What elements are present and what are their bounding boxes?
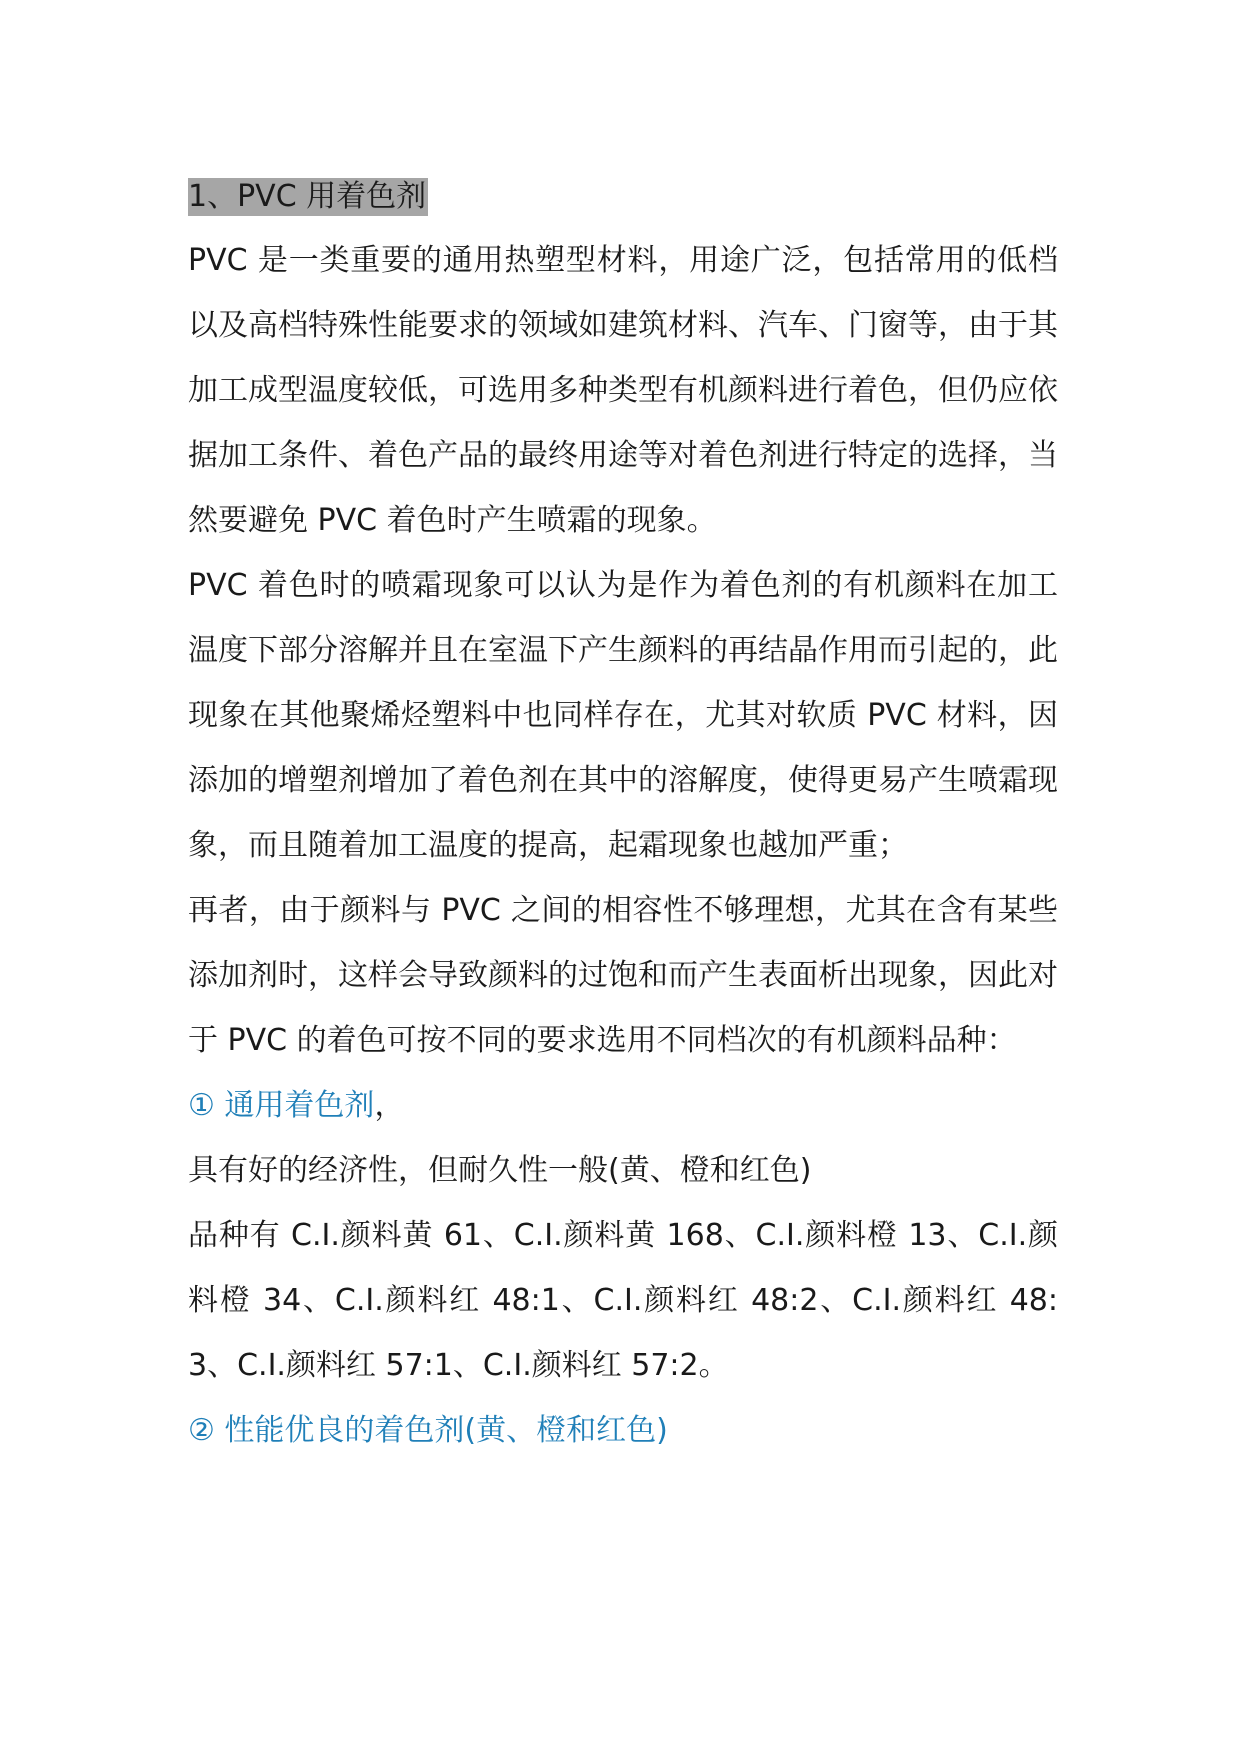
list-item-high-performance-colorant	[188, 1398, 1058, 1463]
document-body	[188, 166, 1058, 1463]
item2-marker: ② 性能优良的着色剂(黄、橙和红色)	[188, 1413, 668, 1448]
paragraph-bloom: PVC 着色时的喷霜现象可以认为是作为着色剂的有机颜料在加工温度下部分溶解并且在室温下产生颜料的再结晶作用而引起的，此现象在其他聚烯烃塑料中也同样存在，尤其对软质 PVC 材料，因添加的增塑剂增加了着色剂在其中的溶解度，使得更易产生喷霜现象，而且随着加工温度的提高，起霜现象也越加严重；	[188, 568, 1058, 863]
paragraph-intro: PVC 是一类重要的通用热塑型材料，用途广泛，包括常用的低档以及高档特殊性能要求的领域如建筑材料、汽车、门窗等，由于其加工成型温度较低，可选用多种类型有机颜料进行着色，但仍应依据加工条件、着色产品的最终用途等对着色剂进行特定的选择，当然要避免 PVC 着色时产生喷霜的现象。	[188, 243, 1058, 538]
item1-varieties: 品种有 C.I.颜料黄 61、C.I.颜料黄 168、C.I.颜料橙 13、C.I.颜料橙 34、C.I.颜料红 48:1、C.I.颜料红 48:2、C.I.颜料红 48:3、C.I.颜料红 57:1、C.I.颜料红 57:2。	[188, 1218, 1058, 1383]
section-heading: 1、PVC 用着色剂	[188, 179, 427, 214]
paragraph-compatibility: 再者，由于颜料与 PVC 之间的相容性不够理想，尤其在含有某些添加剂时，这样会导致颜料的过饱和而产生表面析出现象，因此对于 PVC 的着色可按不同的要求选用不同档次的有机颜料品种：	[188, 893, 1058, 1058]
item1-suffix: ，	[374, 1088, 405, 1123]
list-item-general-colorant	[188, 1073, 1058, 1138]
item1-description: 具有好的经济性，但耐久性一般(黄、橙和红色)	[188, 1153, 812, 1188]
section-heading-row	[188, 166, 1058, 228]
item1-marker: ① 通用着色剂	[188, 1088, 375, 1123]
